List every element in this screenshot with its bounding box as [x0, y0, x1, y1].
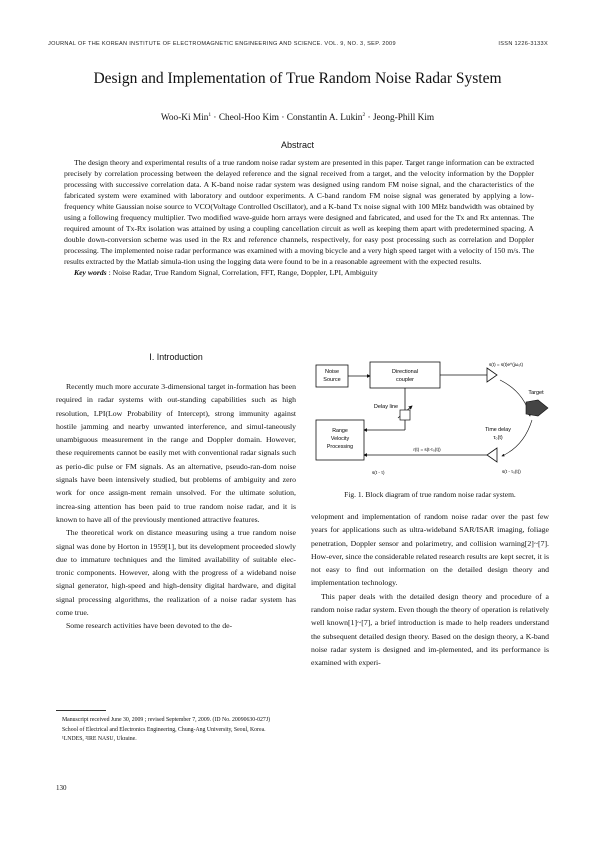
- page-number: 130: [56, 784, 67, 792]
- echo-wave-arrow: [502, 420, 532, 456]
- author: Jeong-Phill Kim: [372, 113, 435, 124]
- tx-antenna-icon: [487, 368, 497, 382]
- echo-signal-label: s(t - τ₀(t)): [502, 469, 521, 474]
- author: Constantin A. Lukin: [286, 113, 363, 124]
- footnote: Manuscript received June 30, 2009 ; revised September 7, 2009. (ID No. 20090630-027J): [62, 717, 270, 723]
- delay-line-box: [400, 410, 410, 420]
- footnote: ¹LNDES, ²IRE NASU, Ukraine.: [62, 736, 137, 742]
- coupler-label: Directional: [392, 369, 418, 375]
- coupler-box: [370, 362, 440, 388]
- author-separator: ·: [365, 113, 373, 124]
- author-mark: 2: [362, 112, 366, 118]
- time-delay-label: τ₀(t): [493, 435, 503, 441]
- section-heading: Ⅰ. Introduction: [149, 352, 203, 362]
- noise-source-label: Source: [323, 377, 341, 383]
- paper-title: Design and Implementation of True Random Noise Radar System: [93, 70, 502, 87]
- left-column: [56, 380, 296, 633]
- author: Cheol-Hoo Kim: [218, 113, 280, 124]
- author-list: [0, 112, 595, 123]
- target-label: Target: [528, 390, 544, 396]
- paragraph: Recently much more accurate 3-dimensional target in-formation has been required in radar systems with out-standing capabilities such as high resolution, LPI(Low Probability of Intercept), strong immunity against hostile jamming and nearby unwanted interference, and simul-taneously unambiguous measurement in the range and Doppler domain. However, these requirements cannot be easily met with conventional radar signals such as perio-dic pulse or FM signals. As an alternative, pseudo-ran-dom noise signals have been intensively studied, but problems of ambiguity and zero work for once assign-ment remain unsolved. For the ultimate solution, increa-sing attention has been paid to true random noise radar, and it is known to have all of the previously mentioned attractive features.: [56, 382, 296, 524]
- noise-source-label: Noise: [324, 369, 340, 375]
- footnote-rule: [56, 710, 106, 711]
- running-header: [48, 41, 548, 47]
- reference-signal-label: s(t - τ): [372, 470, 385, 475]
- abstract-heading: Abstract: [280, 140, 314, 150]
- paragraph: Some research activities have been devoted to the de-: [66, 621, 233, 631]
- footnote: School of Electrical and Electronics Engineering, Chung-Ang University, Seoul, Korea.: [62, 726, 266, 733]
- paragraph: The theoretical work on distance measuring using a true random noise signal was done by Horton in 1959[1], but its development proceeded slowly due to immature techniques and the limited availability of suitable elec-tronic components. However, along with the progress of a wideband noise signal generator, high-speed and high-density digital hardware, and digital signal processing algorithms, the realization of a noise radar system has come true.: [56, 528, 296, 618]
- rx-signal-label: r(t) = s(t-τ₀(t)): [413, 447, 441, 452]
- time-delay-label: Time delay: [485, 427, 511, 433]
- keywords: [64, 268, 534, 279]
- coupler-label: coupler: [395, 377, 415, 383]
- author-separator: ·: [279, 113, 287, 124]
- target-icon: [526, 400, 548, 416]
- author: Woo-Ki Min: [160, 113, 209, 124]
- processor-label: Processing: [326, 444, 354, 450]
- paragraph: This paper deals with the detailed design theory and procedure of a random noise radar system. Even though the theory of operation is relatively well known[1]~[7], a brief introduction is made to help readers understand the subsequent detailed design theory. Based on the design theory, a K-band noise radar system is designed and im-plemented, and its performance is examined with experi-: [311, 591, 549, 668]
- author-separator: ·: [211, 113, 219, 124]
- abstract-text: The design theory and experimental results of a true random noise radar system are presented in this paper. Target range information can be extracted precisely by correlation processing between the delayed reference and the signal received from a target, and the velocity information by the Doppler processing with successive correlation data. A K-band noise radar system was designed using random FM noise signal, and the characteristics of the fabricated system were examined with laboratory and outdoor experiments. A C-band random FM noise signal was generated by applying a low-frequency white Gaussian noise source to VCO(Voltage Controlled Oscillator), and a K-band Tx noise signal with 100 MHz bandwidth was obtained by using a following frequency multiplier. Two modified wave-guide horn arrays were designed and fabricated, and used for the Tx and Rx antennas. The required amount of Tx-Rx isolation was attained by using a coupling cancellation circuit as well as keeping them apart with predetermined spacing. A double down-conversion scheme was used in the Rx and reference channels, respectively, for easy post processing such as correlation and Doppler processing. The implemented noise radar performance was examined with a moving bicycle and a very high speed target with a velocity of 150 m/s. The results extracted by the Matlab simula-tion using the logging data were found to be in a reasonable agreement with the expected results.: [64, 158, 534, 266]
- tx-wave-arrow: [500, 380, 530, 416]
- right-column: [311, 510, 549, 670]
- keywords-label: Key words: [74, 267, 107, 277]
- figure-caption: Fig. 1. Block diagram of true random noise radar system.: [344, 490, 516, 499]
- journal-name: JOURNAL OF THE KOREAN INSTITUTE OF ELECTROMAGNETIC ENGINEERING AND SCIENCE. VOL. 9, NO. 3, SEP. 2009: [48, 41, 396, 47]
- footnotes: [62, 716, 542, 745]
- processor-label: Range: [332, 428, 348, 434]
- delay-line-label: Delay line: [373, 404, 399, 410]
- tx-signal-label: s(t) = s(t)e^(jω₀t): [489, 362, 524, 367]
- block-diagram-figure: [312, 358, 550, 484]
- author-mark: 1: [208, 112, 212, 118]
- keywords-text: : Noise Radar, True Random Signal, Correlation, FFT, Range, Doppler, LPI, Ambiguity: [106, 267, 378, 277]
- rx-antenna-icon: [487, 448, 497, 462]
- processor-label: Velocity: [330, 436, 350, 442]
- issn: ISSN 1226-3133X: [498, 41, 548, 47]
- abstract: [64, 158, 534, 278]
- paragraph: velopment and implementation of random noise radar over the past few years for applications such as ultra-wideband SAR/ISAR imaging, foliage penetration, Doppler sensor and polarimetry, and collision warning[2]~[7]. How-ever, since the considerable related research results are kept secret, it is not easy to find out information on the detailed design theory and implementation technology.: [311, 512, 549, 588]
